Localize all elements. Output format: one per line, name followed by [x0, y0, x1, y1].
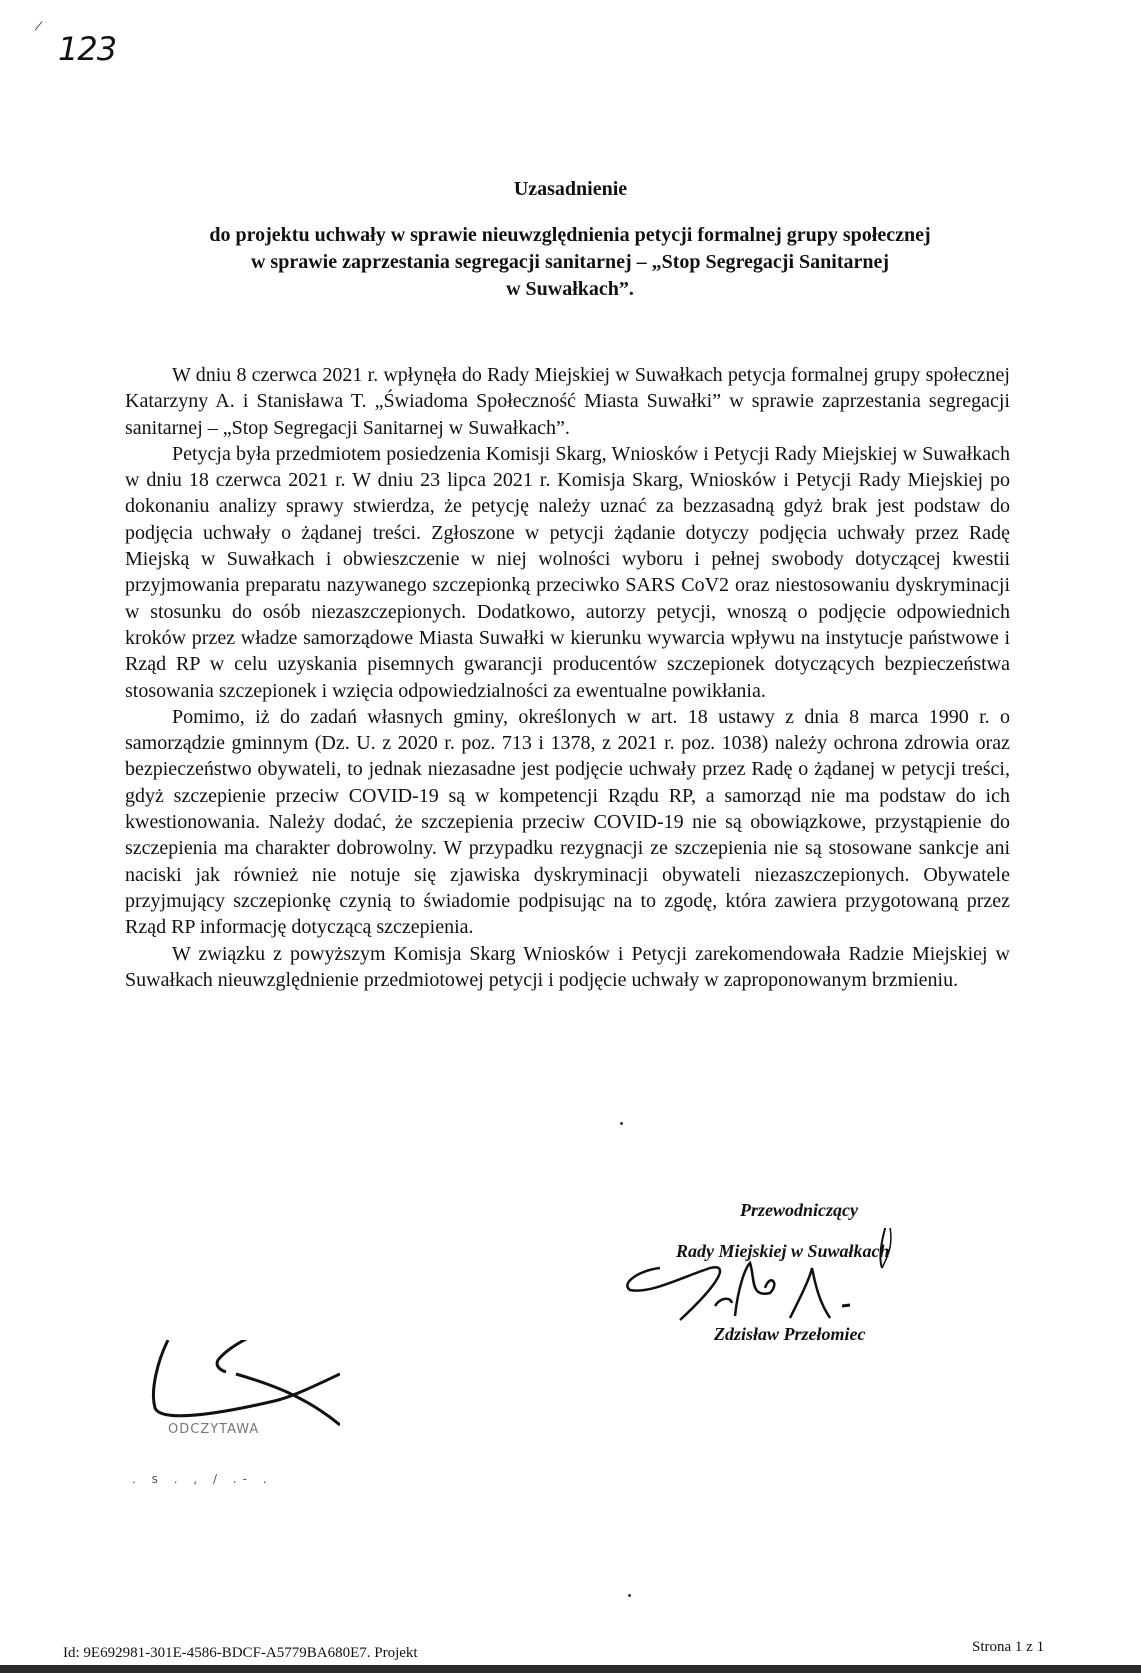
paragraph: W dniu 8 czerwca 2021 r. wpłynęła do Rady Miejskiej w Suwałkach petycja formalnej grupy społecznej Katarzyny A. i Stanisława T. „Świadoma Społeczność Miasta Suwałki” w sprawie zaprzestania segregacji sanitarnej – „Stop Segregacji Sanitarnej w Suwałkach”.	[125, 364, 1010, 439]
signature-title: Przewodniczący	[740, 1200, 858, 1220]
page-indicator: Strona 1 z 1	[972, 1639, 1045, 1655]
subtitle-line: w sprawie zaprzestania segregacji sanitarnej – „Stop Segregacji Sanitarnej	[250, 251, 890, 273]
signature-name: Zdzisław Przełomiec	[714, 1324, 866, 1344]
signature-organization: Rady Miejskiej w Suwałkach	[676, 1241, 890, 1261]
document-id: Id: 9E692981-301E-4586-BDCF-A5779BA680E7. Projekt	[63, 1645, 418, 1661]
paragraph: W związku z powyższym Komisja Skarg Wniosków i Petycji zarekomendowała Radzie Miejskiej w Suwałkach nieuwzględnienie przedmiotowej petycji i podjęcie uchwały w zaproponowanym brzmieniu.	[125, 942, 1010, 991]
paragraph: Petycja była przedmiotem posiedzenia Komisji Skarg, Wniosków i Petycji Rady Miejskiej w Suwałkach w dniu 18 czerwca 2021 r. W dniu 23 lipca 2021 r. Komisja Skarg, Wniosków i Petycji Rady Miejskiej po dokonaniu analizy sprawy stwierdza, że petycję należy uznać za bezzasadną gdyż brak jest podstaw do podjęcia uchwały o żądanej treści. Zgłoszone w petycji żądanie dotyczy podjęcia uchwały przez Radę Miejską w Suwałkach i obwieszczenie w niej wolności wyboru i pełnej swobody dotyczącej kwestii przyjmowania preparatu nazywanego szczepionką przeciwko SARS CoV2 oraz niestosowaniu dyskryminacji w stosunku do osób niezaszczepionych. Dodatkowo, autorzy petycji, wnoszą o podjęcie odpowiednich kroków przez władze samorządowe Miasta Suwałki w kierunku wywarcia wpływu na instytucje państwowe i Rząd RP w celu uzyskania pisemnych gwarancji producentów szczepionek dotyczących bezpieczeństwa stosowania szczepionek i wzięcia odpowiedzialności za ewentualne powikłania.	[125, 442, 1010, 702]
document-subtitle	[110, 222, 1030, 303]
stamp-marks: . s . , / .- .	[132, 1472, 273, 1486]
handwritten-page-number: 123	[58, 30, 117, 68]
stray-mark	[628, 1594, 631, 1597]
paragraph: Pomimo, iż do zadań własnych gminy, określonych w art. 18 ustawy z dnia 8 marca 1990 r. o samorządzie gminnym (Dz. U. z 2020 r. poz. 713 i 1378, z 2021 r. poz. 1038) należy ochrona zdrowia oraz bezpieczeństwo obywateli, to jednak niezasadne jest podjęcie uchwały przez Radę o żądanej w petycji treści, gdyż szczepienie przeciw COVID-19 są w kompetencji Rządu RP, a samorząd nie ma podstaw do ich kwestionowania. Należy dodać, że szczepienia przeciw COVID-19 nie są obowiązkowe, przystąpienie do szczepienia ma charakter dobrowolny. W przypadku rezygnacji ze szczepienia nie są stosowane sankcje ani naciski jak również nie notuje się zjawiska dyskryminacji obywateli niezaszczepionych. Obywatele przyjmujący szczepionkę czynią to świadomie podpisując na to zgodę, która zawiera przygotowaną przez Rząd RP informację dotyczącą szczepienia.	[125, 705, 1010, 939]
stamp-text: ODCZYTAWA	[168, 1422, 260, 1437]
subtitle-line: do projektu uchwały w sprawie nieuwzględnienia petycji formalnej grupy społecznej	[209, 224, 931, 246]
handwritten-tick-mark: /	[33, 17, 44, 36]
bottom-bar	[0, 1665, 1141, 1673]
document-title: Uzasadnienie	[513, 178, 628, 200]
subtitle-line: w Suwałkach”.	[506, 278, 634, 300]
stray-mark	[620, 1122, 623, 1125]
document-body	[125, 362, 1010, 993]
handwritten-signature-icon	[620, 1228, 920, 1338]
